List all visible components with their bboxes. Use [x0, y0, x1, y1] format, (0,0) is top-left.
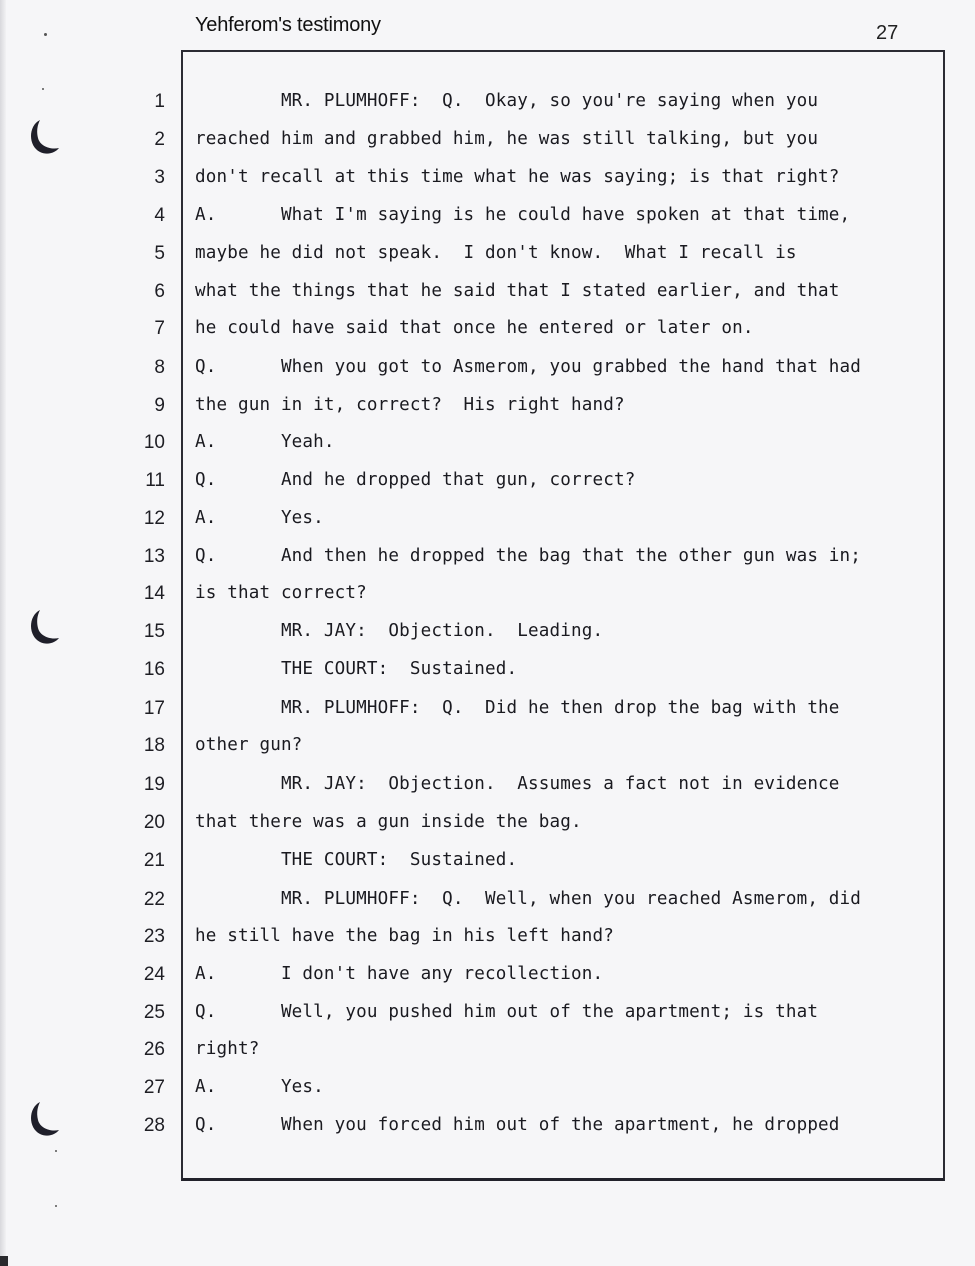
line-text: THE COURT: Sustained. — [195, 659, 518, 679]
line-text: A. I don't have any recollection. — [195, 964, 604, 984]
scan-speck — [42, 88, 44, 90]
line-number: 1 — [154, 91, 165, 112]
transcript-line — [0, 318, 975, 348]
transcript-line — [0, 205, 975, 235]
line-text: A. Yes. — [195, 1077, 324, 1097]
line-number: 19 — [143, 774, 165, 795]
line-number: 14 — [143, 583, 165, 604]
line-number: 17 — [143, 698, 165, 719]
line-number: 23 — [143, 926, 165, 947]
transcript-line — [0, 243, 975, 273]
page-title: Yehferom's testimony — [195, 14, 381, 36]
line-text: MR. JAY: Objection. Leading. — [195, 621, 604, 641]
line-number: 2 — [154, 129, 165, 150]
transcript-line — [0, 470, 975, 500]
line-text: he could have said that once he entered or later on. — [195, 318, 754, 338]
line-text: right? — [195, 1039, 260, 1059]
transcript-line — [0, 432, 975, 462]
line-number: 4 — [154, 205, 165, 226]
line-text: don't recall at this time what he was saying; is that right? — [195, 167, 840, 187]
scan-corner-mark — [0, 1256, 8, 1266]
transcript-line — [0, 583, 975, 613]
page-number: 27 — [876, 22, 899, 44]
line-number: 8 — [154, 357, 165, 378]
line-number: 6 — [154, 281, 165, 302]
line-number: 9 — [154, 395, 165, 416]
transcript-line — [0, 1039, 975, 1069]
line-text: MR. PLUMHOFF: Q. Well, when you reached Asmerom, did — [195, 889, 862, 909]
transcript-line — [0, 357, 975, 387]
line-text: MR. PLUMHOFF: Q. Okay, so you're saying when you — [195, 91, 819, 111]
transcript-line — [0, 698, 975, 728]
line-text: Q. When you forced him out of the apartment, he dropped — [195, 1115, 840, 1135]
line-text: that there was a gun inside the bag. — [195, 812, 582, 832]
line-text: MR. JAY: Objection. Assumes a fact not in evidence — [195, 774, 840, 794]
line-number: 20 — [143, 812, 165, 833]
transcript-line — [0, 129, 975, 159]
transcript-line — [0, 508, 975, 538]
line-number: 21 — [143, 850, 165, 871]
transcript-line — [0, 850, 975, 880]
line-text: A. Yes. — [195, 508, 324, 528]
line-text: MR. PLUMHOFF: Q. Did he then drop the bag with the — [195, 698, 840, 718]
transcript-line — [0, 281, 975, 311]
line-number: 18 — [143, 735, 165, 756]
line-text: other gun? — [195, 735, 303, 755]
transcript-line — [0, 91, 975, 121]
line-number: 13 — [143, 546, 165, 567]
line-text: A. Yeah. — [195, 432, 335, 452]
line-number: 24 — [143, 964, 165, 985]
transcript-line — [0, 1002, 975, 1032]
line-number: 22 — [143, 889, 165, 910]
transcript-line — [0, 889, 975, 919]
line-number: 5 — [154, 243, 165, 264]
line-number: 25 — [143, 1002, 165, 1023]
line-text: maybe he did not speak. I don't know. What I recall is — [195, 243, 797, 263]
transcript-line — [0, 395, 975, 425]
line-text: Q. And then he dropped the bag that the other gun was in; — [195, 546, 862, 566]
line-number: 7 — [154, 318, 165, 339]
transcript-line — [0, 964, 975, 994]
line-number: 28 — [143, 1115, 165, 1136]
line-text: A. What I'm saying is he could have spoken at that time, — [195, 205, 851, 225]
line-number: 12 — [143, 508, 165, 529]
line-number: 26 — [143, 1039, 165, 1060]
line-number: 3 — [154, 167, 165, 188]
line-text: the gun in it, correct? His right hand? — [195, 395, 625, 415]
transcript-line — [0, 659, 975, 689]
line-text: reached him and grabbed him, he was still talking, but you — [195, 129, 819, 149]
transcript-line — [0, 1115, 975, 1145]
transcript-line — [0, 774, 975, 804]
scan-speck — [44, 33, 47, 36]
line-number: 16 — [143, 659, 165, 680]
line-text: is that correct? — [195, 583, 367, 603]
line-text: Q. Well, you pushed him out of the apartment; is that — [195, 1002, 819, 1022]
transcript-line — [0, 167, 975, 197]
line-text: Q. When you got to Asmerom, you grabbed the hand that had — [195, 357, 862, 377]
transcript-line — [0, 926, 975, 956]
scan-speck — [55, 1150, 57, 1152]
line-number: 11 — [145, 470, 165, 491]
scan-speck — [55, 1205, 57, 1207]
transcript-line — [0, 546, 975, 576]
line-number: 15 — [143, 621, 165, 642]
line-text: he still have the bag in his left hand? — [195, 926, 614, 946]
transcript-line — [0, 1077, 975, 1107]
line-text: THE COURT: Sustained. — [195, 850, 518, 870]
transcript-line — [0, 621, 975, 651]
line-number: 27 — [143, 1077, 165, 1098]
line-text: Q. And he dropped that gun, correct? — [195, 470, 636, 490]
line-text: what the things that he said that I stated earlier, and that — [195, 281, 840, 301]
transcript-line — [0, 812, 975, 842]
line-number: 10 — [143, 432, 165, 453]
transcript-line — [0, 735, 975, 765]
